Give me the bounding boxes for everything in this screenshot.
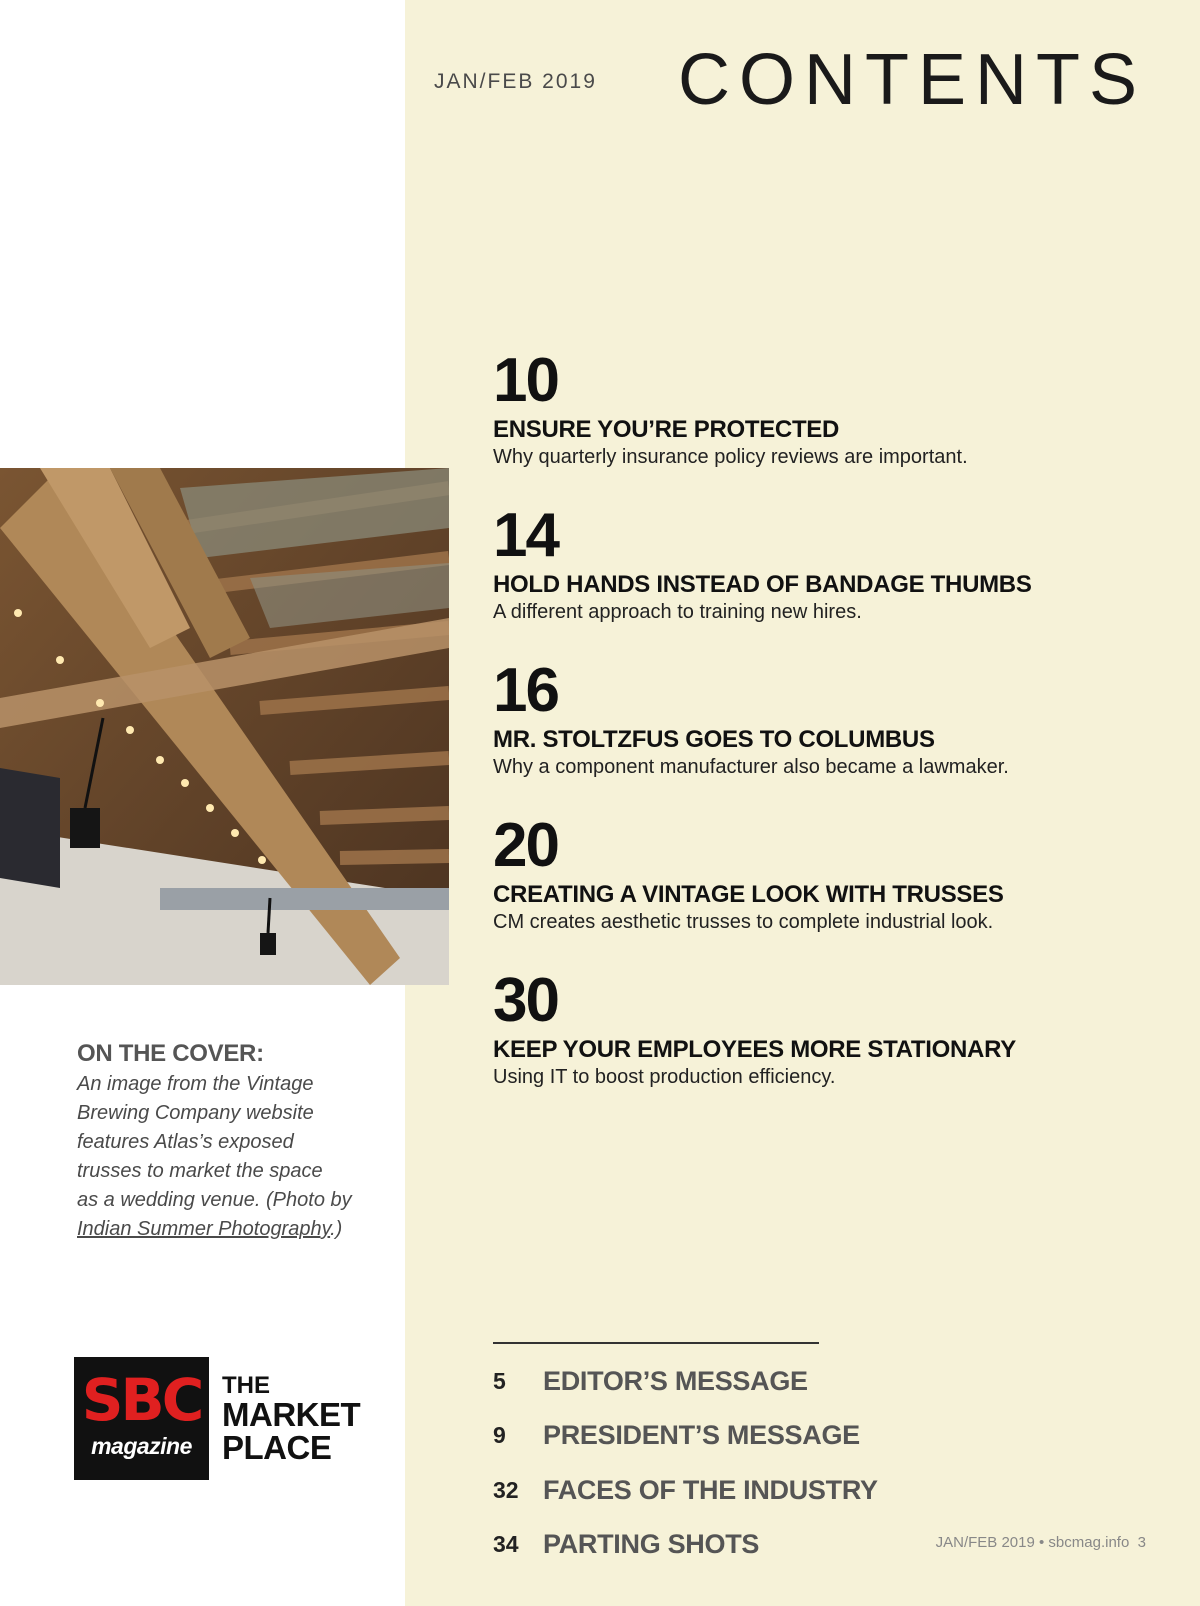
cover-credit-line <box>77 1215 357 1244</box>
feature-description: Using IT to boost production efficiency. <box>493 1066 836 1088</box>
department-list <box>493 1354 878 1572</box>
footer-text: JAN/FEB 2019 • sbcmag.info <box>935 1534 1130 1551</box>
department-item[interactable] <box>493 1518 878 1573</box>
feature-page-number: 10 <box>493 346 558 415</box>
feature-title: CREATING A VINTAGE LOOK WITH TRUSSES <box>493 881 1004 908</box>
feature-page-number: 14 <box>493 501 558 570</box>
feature-list <box>493 346 1173 1125</box>
logo-sbc-text: SBC <box>81 1366 202 1434</box>
feature-page-number: 20 <box>493 811 558 880</box>
department-item[interactable] <box>493 1354 878 1409</box>
feature-item[interactable] <box>493 501 1173 660</box>
feature-page-number: 16 <box>493 656 558 725</box>
issue-date: JAN/FEB 2019 <box>434 70 597 93</box>
cover-line: features Atlas’s exposed <box>77 1131 294 1153</box>
sbc-magazine-logo <box>74 1357 209 1480</box>
page-title: CONTENTS <box>678 40 1146 120</box>
footer-page-number: 3 <box>1137 1534 1146 1551</box>
feature-description: Why a component manufacturer also became a lawmaker. <box>493 756 1009 778</box>
feature-description: Why quarterly insurance policy reviews are important. <box>493 446 968 468</box>
department-page-number: 9 <box>493 1422 506 1449</box>
feature-description: A different approach to training new hires. <box>493 601 862 623</box>
feature-title: HOLD HANDS INSTEAD OF BANDAGE THUMBS <box>493 571 1032 598</box>
department-title: EDITOR’S MESSAGE <box>543 1365 808 1396</box>
credit-end: .) <box>330 1218 343 1240</box>
cover-line: as a wedding venue. (Photo by <box>77 1189 352 1211</box>
cover-photo <box>0 468 449 985</box>
departments-divider <box>493 1342 819 1344</box>
department-title: FACES OF THE INDUSTRY <box>543 1474 878 1505</box>
photo-credit-link[interactable]: Indian Summer Photography <box>77 1218 331 1240</box>
page-footer <box>936 1534 1146 1551</box>
feature-item[interactable] <box>493 811 1173 970</box>
department-title: PRESIDENT’S MESSAGE <box>543 1420 860 1451</box>
cover-line: trusses to market the space <box>77 1160 323 1182</box>
feature-item[interactable] <box>493 966 1173 1125</box>
feature-title: ENSURE YOU’RE PROTECTED <box>493 416 840 443</box>
market-place-label <box>222 1374 360 1464</box>
department-title: PARTING SHOTS <box>543 1529 760 1560</box>
cover-label: ON THE COVER: <box>77 1040 264 1067</box>
department-item[interactable] <box>493 1463 878 1518</box>
feature-title: KEEP YOUR EMPLOYEES MORE STATIONARY <box>493 1036 1016 1063</box>
market-place-line: MARKET <box>222 1396 361 1433</box>
department-page-number: 34 <box>493 1531 519 1558</box>
logo-magazine-text: magazine <box>91 1433 192 1459</box>
feature-item[interactable] <box>493 346 1173 505</box>
truss-ceiling-illustration <box>0 468 449 985</box>
feature-title: MR. STOLTZFUS GOES TO COLUMBUS <box>493 726 935 753</box>
market-place-line: THE <box>222 1372 270 1399</box>
cover-line: An image from the Vintage <box>77 1073 314 1095</box>
market-place-line: PLACE <box>222 1429 332 1466</box>
department-page-number: 5 <box>493 1367 506 1394</box>
cover-description <box>77 1070 357 1244</box>
feature-description: CM creates aesthetic trusses to complete industrial look. <box>493 911 994 933</box>
cover-caption <box>77 1040 357 1244</box>
feature-page-number: 30 <box>493 966 558 1035</box>
feature-item[interactable] <box>493 656 1173 815</box>
department-item[interactable] <box>493 1409 878 1464</box>
department-page-number: 32 <box>493 1476 519 1503</box>
cover-line: Brewing Company website <box>77 1102 314 1124</box>
